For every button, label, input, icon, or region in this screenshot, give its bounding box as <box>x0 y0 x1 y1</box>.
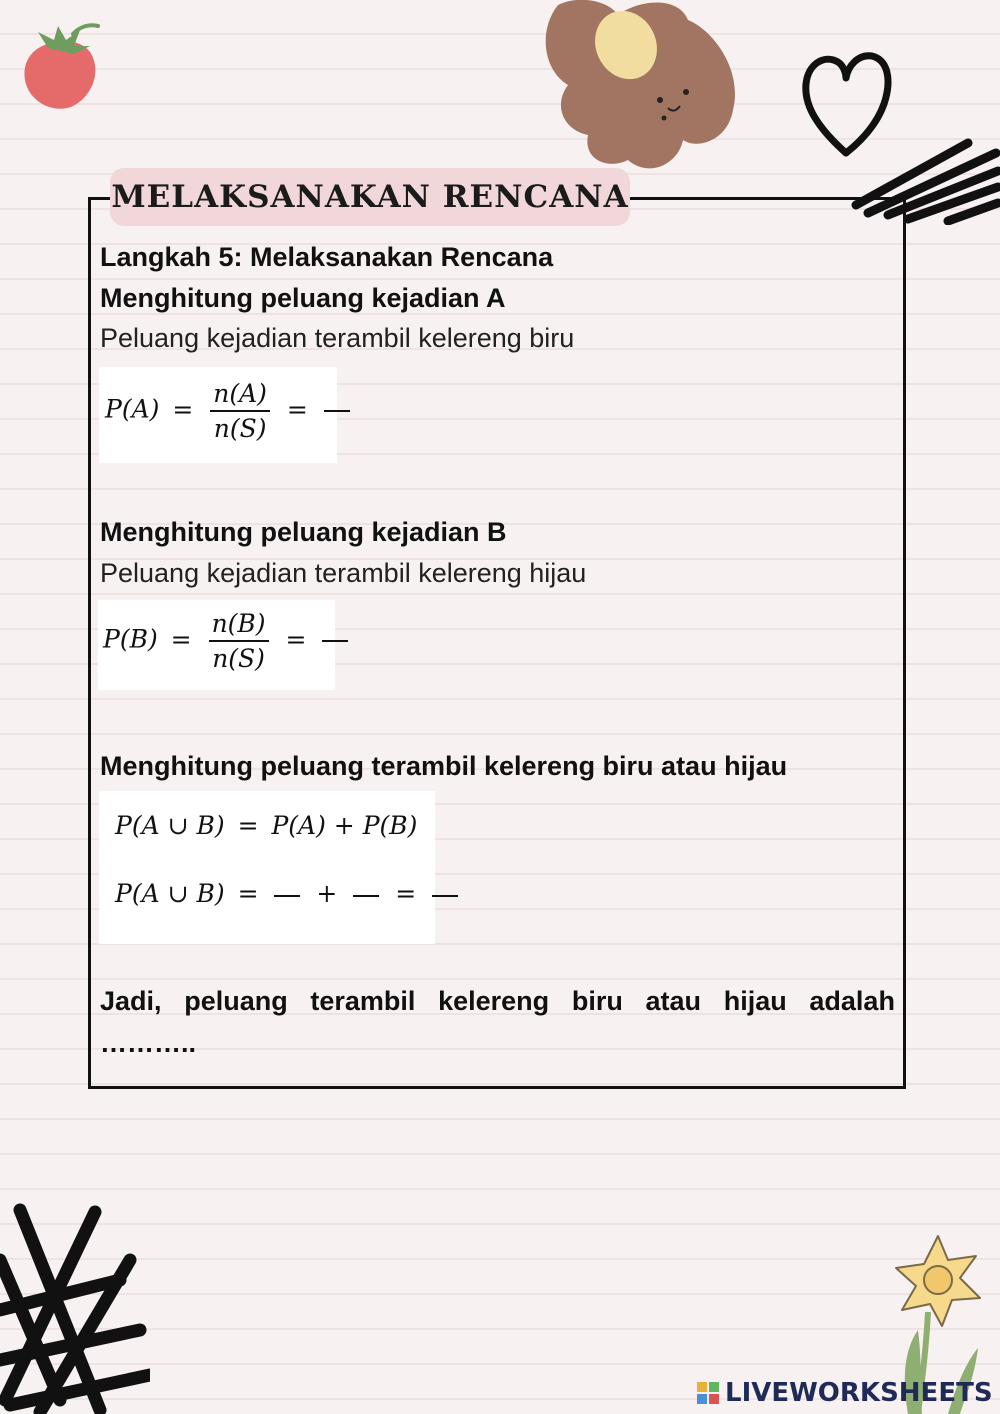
section-a-heading: Menghitung peluang kejadian A <box>100 283 506 313</box>
conclusion-answer-blank[interactable]: ……….. <box>100 1028 197 1058</box>
conclusion-word: biru <box>571 986 623 1016</box>
answer-blank[interactable] <box>274 895 300 897</box>
section-title-badge <box>110 168 630 226</box>
scribble-icon <box>0 1200 150 1414</box>
conclusion-word: terambil <box>310 986 416 1016</box>
formula-b: P(B) = $\frac{n(B)}{n(S)}$ = <box>103 609 351 673</box>
section-a-description: Peluang kejadian terambil kelereng biru <box>100 323 575 353</box>
formula-union-line1-rhs: P(A) + P(B) <box>271 811 418 840</box>
strawberry-icon <box>18 22 108 114</box>
formula-b-box <box>98 600 335 690</box>
formula-union-line2-lhs: P(A ∪ B) <box>115 879 225 908</box>
conclusion-word: atau <box>645 986 702 1016</box>
answer-blank[interactable] <box>322 640 348 642</box>
formula-a-numerator: n(A) <box>210 379 270 412</box>
conclusion-word: adalah <box>809 986 895 1016</box>
formula-b-lhs: P(B) <box>103 624 158 654</box>
step-title: Langkah 5: Melaksanakan Rencana <box>100 242 554 272</box>
formula-union-line1-lhs: P(A ∪ B) <box>115 811 225 840</box>
conclusion-word: Jadi, <box>100 986 162 1016</box>
section-b-description: Peluang kejadian terambil kelereng hijau <box>100 558 587 588</box>
conclusion <box>100 980 895 1064</box>
formula-union-box <box>99 791 435 944</box>
section-b-heading: Menghitung peluang kejadian B <box>100 517 507 547</box>
answer-blank[interactable] <box>353 895 379 897</box>
conclusion-sentence <box>100 980 895 1022</box>
section-union-heading: Menghitung peluang terambil kelereng biru atau hijau <box>100 751 788 781</box>
formula-b-denominator: n(S) <box>212 644 265 673</box>
watermark-text: LIVEWORKSHEETS <box>725 1378 993 1408</box>
watermark <box>697 1378 993 1408</box>
formula-union-line2: P(A ∪ B) = + = <box>115 879 461 908</box>
liveworksheets-logo-icon <box>697 1382 719 1404</box>
conclusion-word: kelereng <box>438 986 550 1016</box>
conclusion-word: peluang <box>184 986 288 1016</box>
formula-a-lhs: P(A) <box>105 394 160 424</box>
page-title: MELAKSANAKAN RENCANA <box>111 179 629 215</box>
formula-a-denominator: n(S) <box>213 414 267 443</box>
answer-blank[interactable] <box>324 410 350 412</box>
formula-b-numerator: n(B) <box>209 609 269 642</box>
conclusion-word: hijau <box>723 986 787 1016</box>
formula-a: P(A) = $\frac{n(A)}{n(S)}$ = <box>105 379 353 443</box>
bear-icon <box>538 0 748 175</box>
formula-union-line1: P(A ∪ B) = P(A) + P(B) <box>115 811 418 840</box>
formula-a-box <box>99 367 337 463</box>
answer-blank[interactable] <box>432 895 458 897</box>
